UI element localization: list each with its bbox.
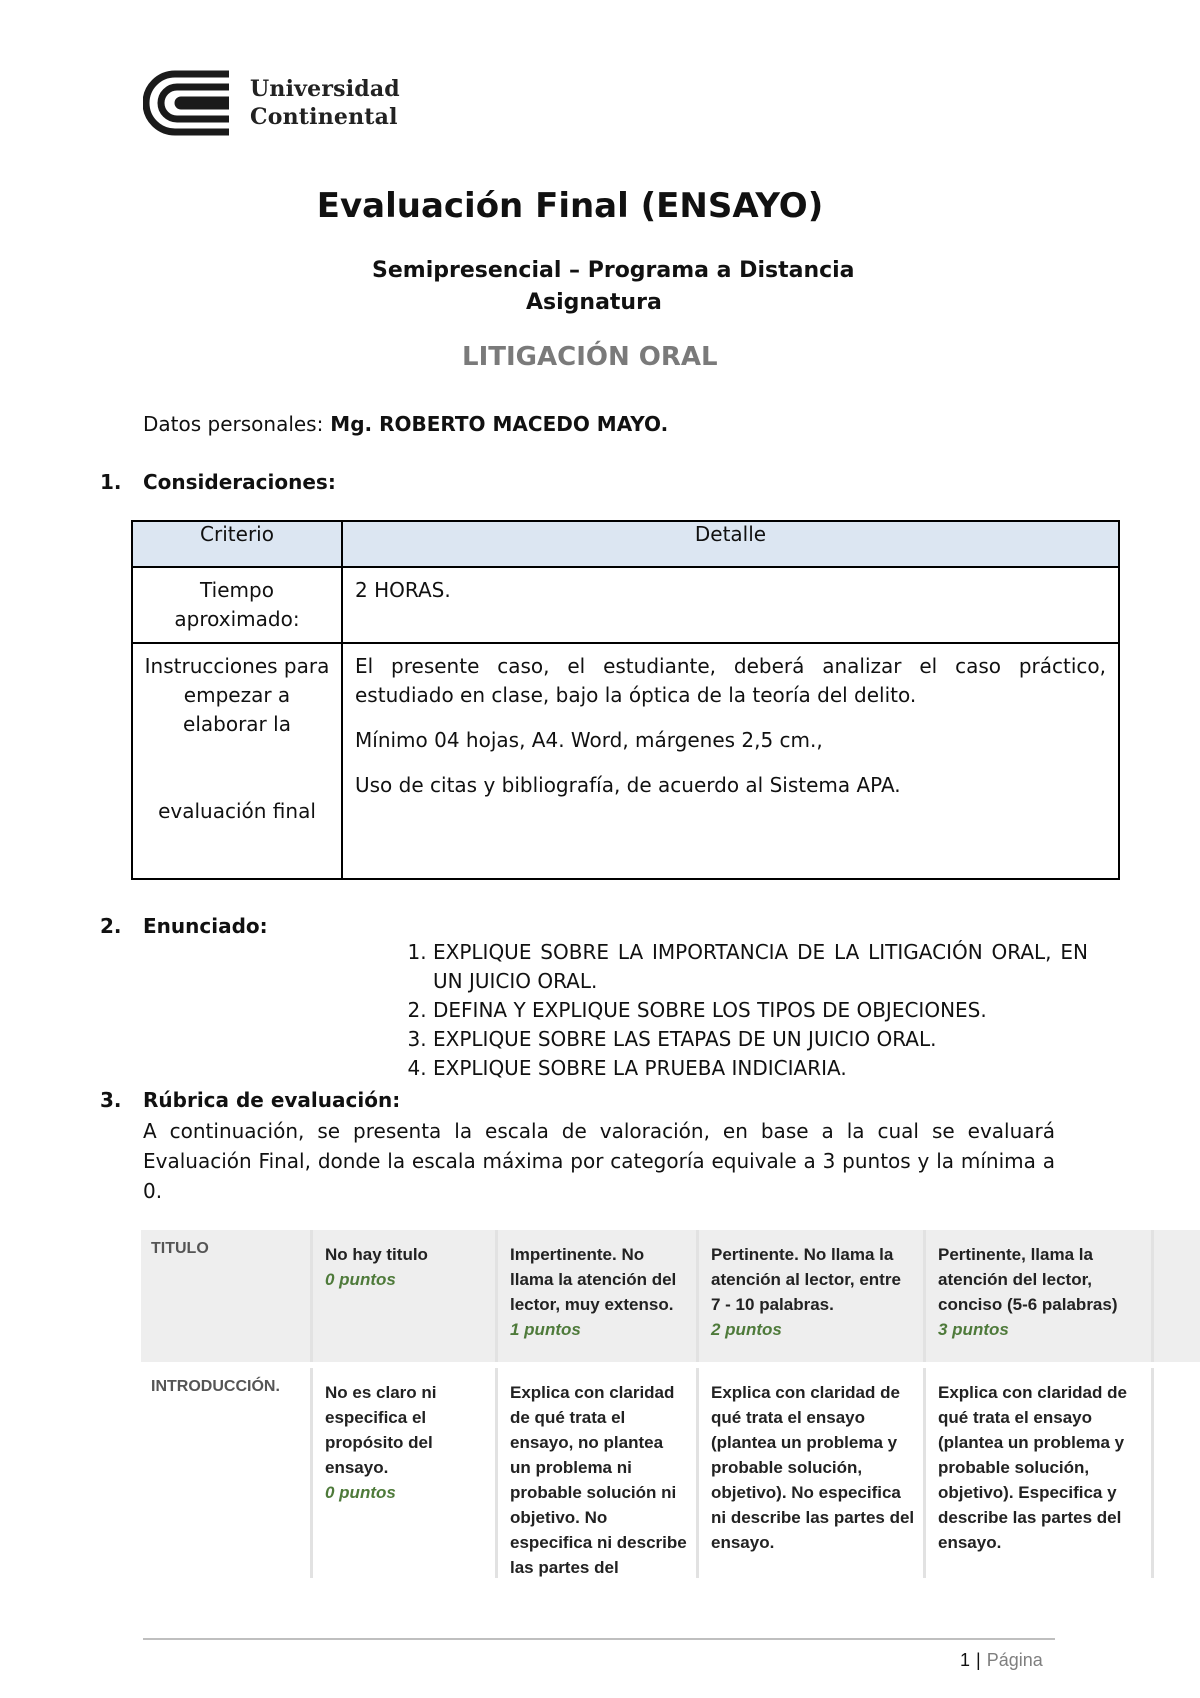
criterio-cell: Tiempo aproximado: (132, 567, 342, 643)
instruction-paragraph-1: El presente caso, el estudiante, deberá analizar el caso práctico, estudiado en clase, bajo la óptica de la teoría del delito. (355, 654, 1106, 707)
criterio-text-a: Instrucciones para empezar a elaborar la (144, 654, 330, 736)
list-item: 1. EXPLIQUE SOBRE LA IMPORTANCIA DE LA LITIGACIÓN ORAL, EN UN JUICIO ORAL. (433, 938, 1088, 996)
page-footer (960, 1650, 1043, 1671)
list-item: 3. EXPLIQUE SOBRE LAS ETAPAS DE UN JUICIO ORAL. (433, 1025, 1088, 1054)
rubric-cell-text: Explica con claridad de qué trata el ensayo, no plantea un problema ni probable solución ni objetivo. No especifica ni describe las partes del (510, 1383, 687, 1577)
enunciado-list (400, 938, 1088, 1083)
instruction-paragraph-2: Mínimo 04 hojas, A4. Word, márgenes 2,5 cm., (355, 728, 823, 752)
page-number: 1 (960, 1650, 971, 1670)
rubric-row-label: INTRODUCCIÓN. (141, 1368, 313, 1578)
list-item: 2. DEFINA Y EXPLIQUE SOBRE LOS TIPOS DE OBJECIONES. (433, 996, 1088, 1025)
logo-text-line1: Universidad (250, 76, 400, 102)
section-3-title: Rúbrica de evaluación: (143, 1088, 401, 1112)
rubric-cell-text: No es claro ni especifica el propósito del ensayo. (325, 1383, 437, 1477)
rubric-cell (699, 1230, 926, 1362)
section-2-heading (100, 914, 268, 938)
criterio-cell (132, 643, 342, 879)
rubric-cell-points: 0 puntos (325, 1483, 396, 1502)
personal-data-label: Datos personales: (143, 412, 324, 436)
rubric-cell-points: 3 puntos (938, 1320, 1009, 1339)
rubric-cell (926, 1230, 1154, 1362)
continental-logo-icon (143, 70, 233, 136)
detalle-cell: 2 HORAS. (342, 567, 1119, 643)
section-1-number: 1. (100, 470, 122, 494)
footer-divider (143, 1638, 1055, 1640)
rubric-cell-points: 0 puntos (325, 1270, 396, 1289)
rubric-row-titulo (141, 1230, 1200, 1362)
subtitle-modality: Semipresencial – Programa a Distancia (372, 258, 855, 283)
considerations-table (131, 520, 1120, 880)
section-2-number: 2. (100, 914, 122, 938)
rubric-cell-text: Explica con claridad de qué trata el ensayo (plantea un problema y probable solución, objetivo). No especifica ni describe las partes del ensayo. (711, 1383, 915, 1552)
instruction-paragraph-3: Uso de citas y bibliografía, de acuerdo al Sistema APA. (355, 773, 901, 797)
course-name: LITIGACIÓN ORAL (462, 342, 718, 372)
personal-data-value: Mg. ROBERTO MACEDO MAYO. (323, 412, 669, 436)
column-header-detalle: Detalle (342, 521, 1119, 567)
list-item: 4. EXPLIQUE SOBRE LA PRUEBA INDICIARIA. (433, 1054, 1088, 1083)
rubric-cell-text: Impertinente. No llama la atención del lector, muy extenso. (510, 1245, 677, 1314)
rubric-cell-text: Pertinente. No llama la atención al lector, entre 7 - 10 palabras. (711, 1245, 901, 1314)
rubric-cell (699, 1368, 926, 1578)
page-label: Página (986, 1650, 1043, 1670)
rubric-cell (313, 1230, 498, 1362)
subtitle-asignatura: Asignatura (526, 290, 662, 315)
section-1-heading (100, 470, 336, 494)
section-2-title: Enunciado: (143, 914, 268, 938)
table-header-row (132, 521, 1119, 567)
rubric-cell (313, 1368, 498, 1578)
section-3-heading (100, 1088, 400, 1112)
rubric-cell-points: 2 puntos (711, 1320, 782, 1339)
rubric-cell (498, 1368, 699, 1578)
footer-separator: | (976, 1650, 981, 1670)
university-logo (143, 70, 400, 140)
table-row (132, 567, 1119, 643)
column-header-criterio: Criterio (132, 521, 342, 567)
rubric-cell (498, 1230, 699, 1362)
section-3-number: 3. (100, 1088, 122, 1112)
rubric-cell (926, 1368, 1154, 1578)
section-1-title: Consideraciones: (143, 470, 336, 494)
criterio-text-b: evaluación final (158, 799, 316, 823)
rubric-cell-text: Explica con claridad de qué trata el ensayo (plantea un problema y probable solución, objetivo). Especifica y describe las partes del ensayo. (938, 1383, 1127, 1552)
rubric-row-label: TITULO (141, 1230, 313, 1362)
rubric-cell-text: No hay titulo (325, 1245, 428, 1264)
rubric-cell-text: Pertinente, llama la atención del lector, conciso (5-6 palabras) (938, 1245, 1118, 1314)
rubric-row-introduccion (141, 1368, 1200, 1578)
personal-data (143, 412, 668, 436)
table-row (132, 643, 1119, 879)
rubric-description: A continuación, se presenta la escala de valoración, en base a la cual se evaluará Evaluación Final, donde la escala máxima por categoría equivale a 3 puntos y la mínima a 0. (143, 1119, 1055, 1203)
detalle-cell (342, 643, 1119, 879)
document-title: Evaluación Final (ENSAYO) (316, 186, 824, 226)
rubric-table (141, 1230, 1200, 1578)
logo-text-line2: Continental (250, 104, 398, 130)
rubric-cell-points: 1 puntos (510, 1320, 581, 1339)
